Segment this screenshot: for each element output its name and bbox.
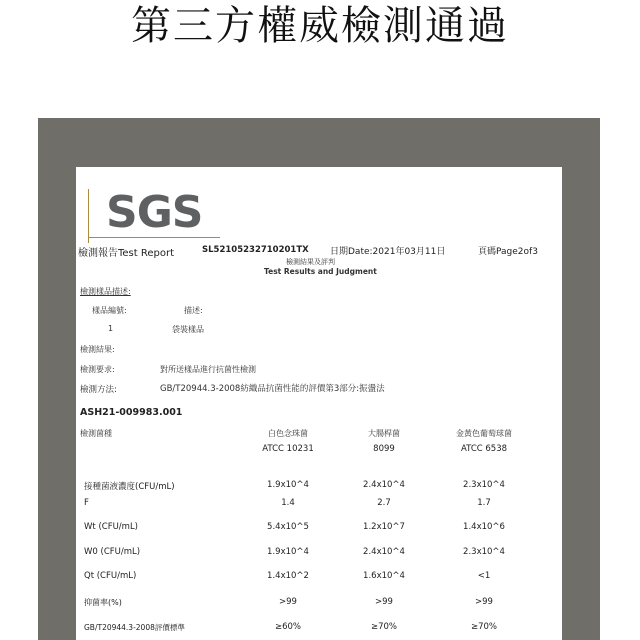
sample-id: ASH21-009983.001: [80, 407, 183, 418]
result-title-en: Test Results and Judgment: [264, 267, 377, 276]
report-page: 頁碼Page2of3: [478, 247, 538, 257]
bacteria-strain: ATCC 10231: [262, 444, 314, 454]
table-cell: 1.4x10^2: [267, 571, 309, 581]
report-date: 日期Date:2021年03月11日: [330, 247, 446, 257]
table-cell: ≥60%: [274, 622, 301, 632]
requirement-value: 對所送樣品進行抗菌性檢測: [160, 365, 256, 374]
table-cell: 2.3x10^4: [463, 547, 505, 557]
table-cell: 1.9x10^4: [267, 480, 309, 490]
table-cell: >99: [375, 597, 393, 607]
method-label: 檢測方法:: [80, 385, 117, 395]
bacteria-name: 金黃色葡萄球菌: [456, 429, 512, 438]
table-header-label: 檢測菌種: [80, 429, 112, 438]
method-value: GB/T20944.3-2008紡織品抗菌性能的評價第3部分:振盪法: [160, 384, 385, 394]
table-cell: ≥70%: [370, 622, 397, 632]
logo-accent-line: [88, 189, 89, 243]
table-row-label: 接種菌液濃度(CFU/mL): [84, 482, 175, 492]
table-row-label: 抑菌率(%): [84, 598, 122, 607]
table-cell: 2.4x10^4: [363, 480, 405, 490]
requirement-label: 檢測要求:: [80, 365, 115, 374]
table-cell: 1.9x10^4: [267, 547, 309, 557]
table-cell: 2.4x10^4: [363, 547, 405, 557]
table-cell: 5.4x10^5: [267, 522, 309, 532]
report-label: 檢測報告Test Report: [78, 248, 175, 259]
sample-no-value: 1: [108, 324, 114, 333]
bacteria-name: 大腸桿菌: [368, 429, 400, 438]
table-cell: 1.2x10^7: [363, 522, 405, 532]
table-cell: <1: [477, 571, 491, 581]
test-report-document: [76, 167, 562, 640]
bacteria-name: 白色念珠菌: [268, 429, 308, 438]
sample-no-label: 樣品編號:: [92, 306, 127, 315]
bacteria-strain: 8099: [373, 444, 395, 454]
desc-label: 描述:: [184, 306, 203, 315]
table-cell: 1.7: [477, 498, 491, 508]
table-cell: 1.6x10^4: [363, 571, 405, 581]
table-cell: 2.7: [377, 498, 391, 508]
report-number: SL52105232710201TX: [202, 245, 309, 255]
table-cell: >99: [475, 597, 493, 607]
test-result-label: 檢測結果:: [80, 345, 115, 354]
sample-desc-heading: 檢測樣品描述:: [80, 287, 131, 296]
bacteria-strain: ATCC 6538: [460, 444, 508, 454]
table-cell: >99: [279, 597, 297, 607]
table-cell: 1.4x10^6: [463, 522, 505, 532]
page-headline: 第三方權威檢測通過: [131, 3, 509, 49]
table-row-label: Wt (CFU/mL): [84, 522, 138, 532]
table-cell: 1.4: [281, 498, 295, 508]
table-row-label: Qt (CFU/mL): [84, 571, 137, 581]
table-row-label: W0 (CFU/mL): [84, 547, 141, 557]
result-title-cn: 檢測結果及評判: [286, 258, 335, 266]
table-cell: 2.3x10^4: [463, 480, 505, 490]
table-row-label: F: [84, 498, 89, 508]
table-row-label: GB/T20944.3-2008評價標準: [84, 623, 185, 632]
table-cell: ≥70%: [470, 622, 497, 632]
sample-desc-value: 袋裝樣品: [172, 325, 204, 334]
sgs-logo: SGS: [106, 187, 203, 238]
